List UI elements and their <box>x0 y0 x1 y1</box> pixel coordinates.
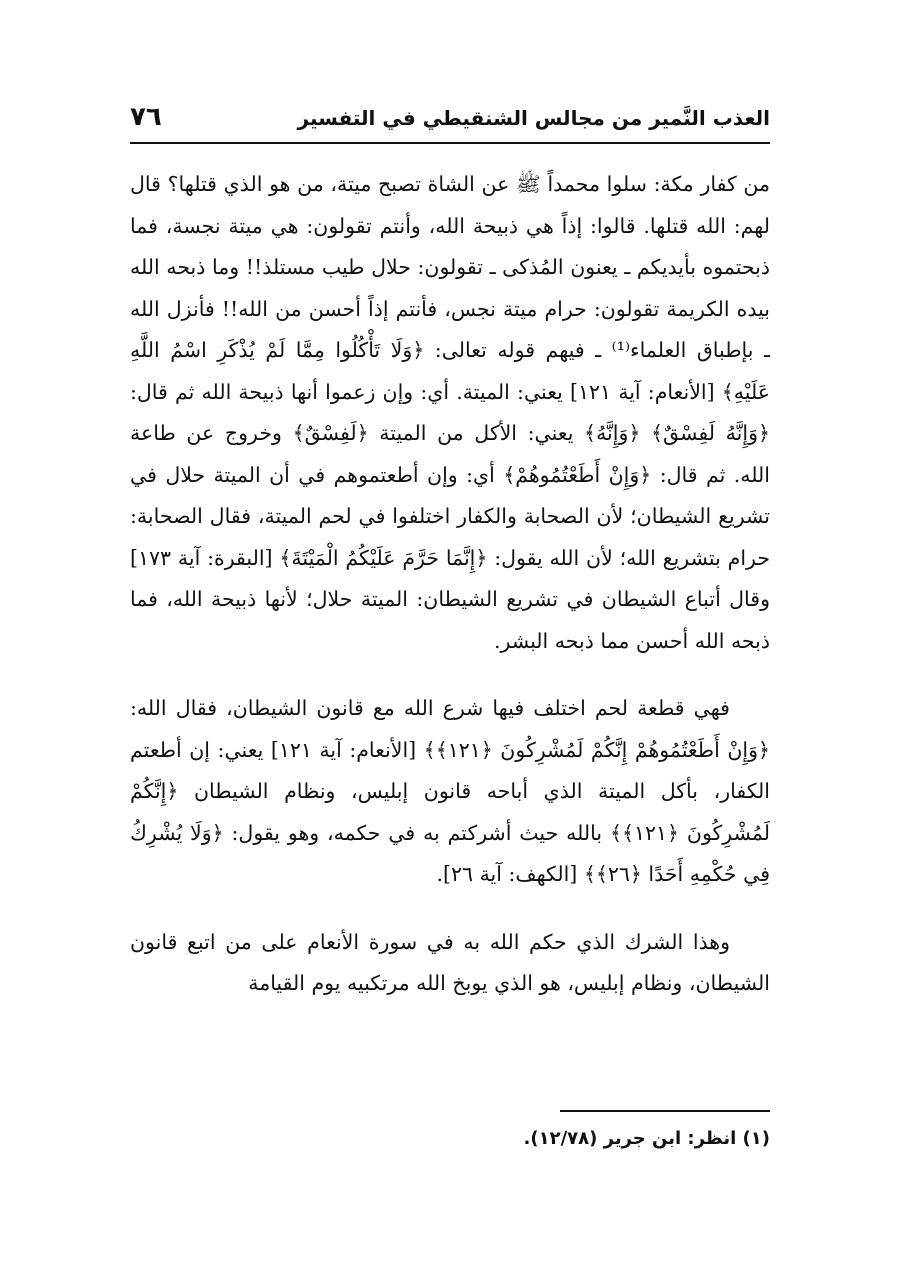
main-text <box>130 164 770 1005</box>
running-header <box>130 98 770 144</box>
footnote: (١) انظر: ابن جرير (١٢/٧٨). <box>523 1128 770 1149</box>
paragraph-2: فهي قطعة لحم اختلف فيها شرع الله مع قانون الشيطان، فقال الله: ﴿وَإِنْ أَطَعْتُمُوهُمْ إِنَّكُمْ لَمُشْرِكُونَ ﴿١٢١﴾﴾ [الأنعام: آية ١٢١] يعني: إن أطعتم الكفار، بأكل الميتة الذي أباحه قانون إبليس، ونظام الشيطان ﴿إِنَّكُمْ لَمُشْرِكُونَ ﴿١٢١﴾﴾ بالله حيث أشركتم به في حكمه، وهو يقول: ﴿وَلَا يُشْرِكُ فِي حُكْمِهِ أَحَدًا ﴿٢٦﴾﴾ [الكهف: آية ٢٦]. <box>130 696 770 886</box>
book-title: العذب النَّمير من مجالس الشنقيطي في التفسير <box>297 106 770 130</box>
paragraph-1: من كفار مكة: سلوا محمداً ﷺ عن الشاة تصبح ميتة، من هو الذي قتلها؟ قال لهم: الله قتلها. قالوا: إذاً هي ذبيحة الله، وأنتم تقولون: هي ميتة نجسة، فما ذبحتموه بأيديكم ـ يعنون المُذكى ـ تقولون: حلال طيب مستلذ!! وما ذبحه الله بيده الكريمة تقولون: حرام ميتة نجس، فأنتم إذاً أحسن من الله!! فأنزل الله ـ بإطباق العلماء⁽¹⁾ ـ فيهم قوله تعالى: ﴿وَلَا تَأْكُلُوا مِمَّا لَمْ يُذْكَرِ اسْمُ اللَّهِ عَلَيْهِ﴾ [الأنعام: آية ١٢١] يعني: الميتة. أي: وإن زعموا أنها ذبيحة الله ثم قال: ﴿وَإِنَّهُ لَفِسْقٌ﴾ ﴿وَإِنَّهُ﴾ يعني: الأكل من الميتة ﴿لَفِسْقٌ﴾ وخروج عن طاعة الله. ثم قال: ﴿وَإِنْ أَطَعْتُمُوهُمْ﴾ أي: وإن أطعتموهم في أن الميتة حلال في تشريع الشيطان؛ لأن الصحابة والكفار اختلفوا في لحم الميتة، فقال الصحابة: حرام بتشريع الله؛ لأن الله يقول: ﴿إِنَّمَا حَرَّمَ عَلَيْكُمُ الْمَيْتَةَ﴾ [البقرة: آية ١٧٣] وقال أتباع الشيطان في تشريع الشيطان: الميتة حلال؛ لأنها ذبيحة الله، فما ذبحه الله أحسن مما ذبحه البشر. <box>130 172 770 653</box>
paragraph-3: وهذا الشرك الذي حكم الله به في سورة الأنعام على من اتبع قانون الشيطان، ونظام إبليس، هو الذي يوبخ الله مرتكبيه يوم القيامة <box>130 929 770 995</box>
page-number: ٧٦ <box>130 102 162 132</box>
footnote-separator <box>560 1110 770 1112</box>
